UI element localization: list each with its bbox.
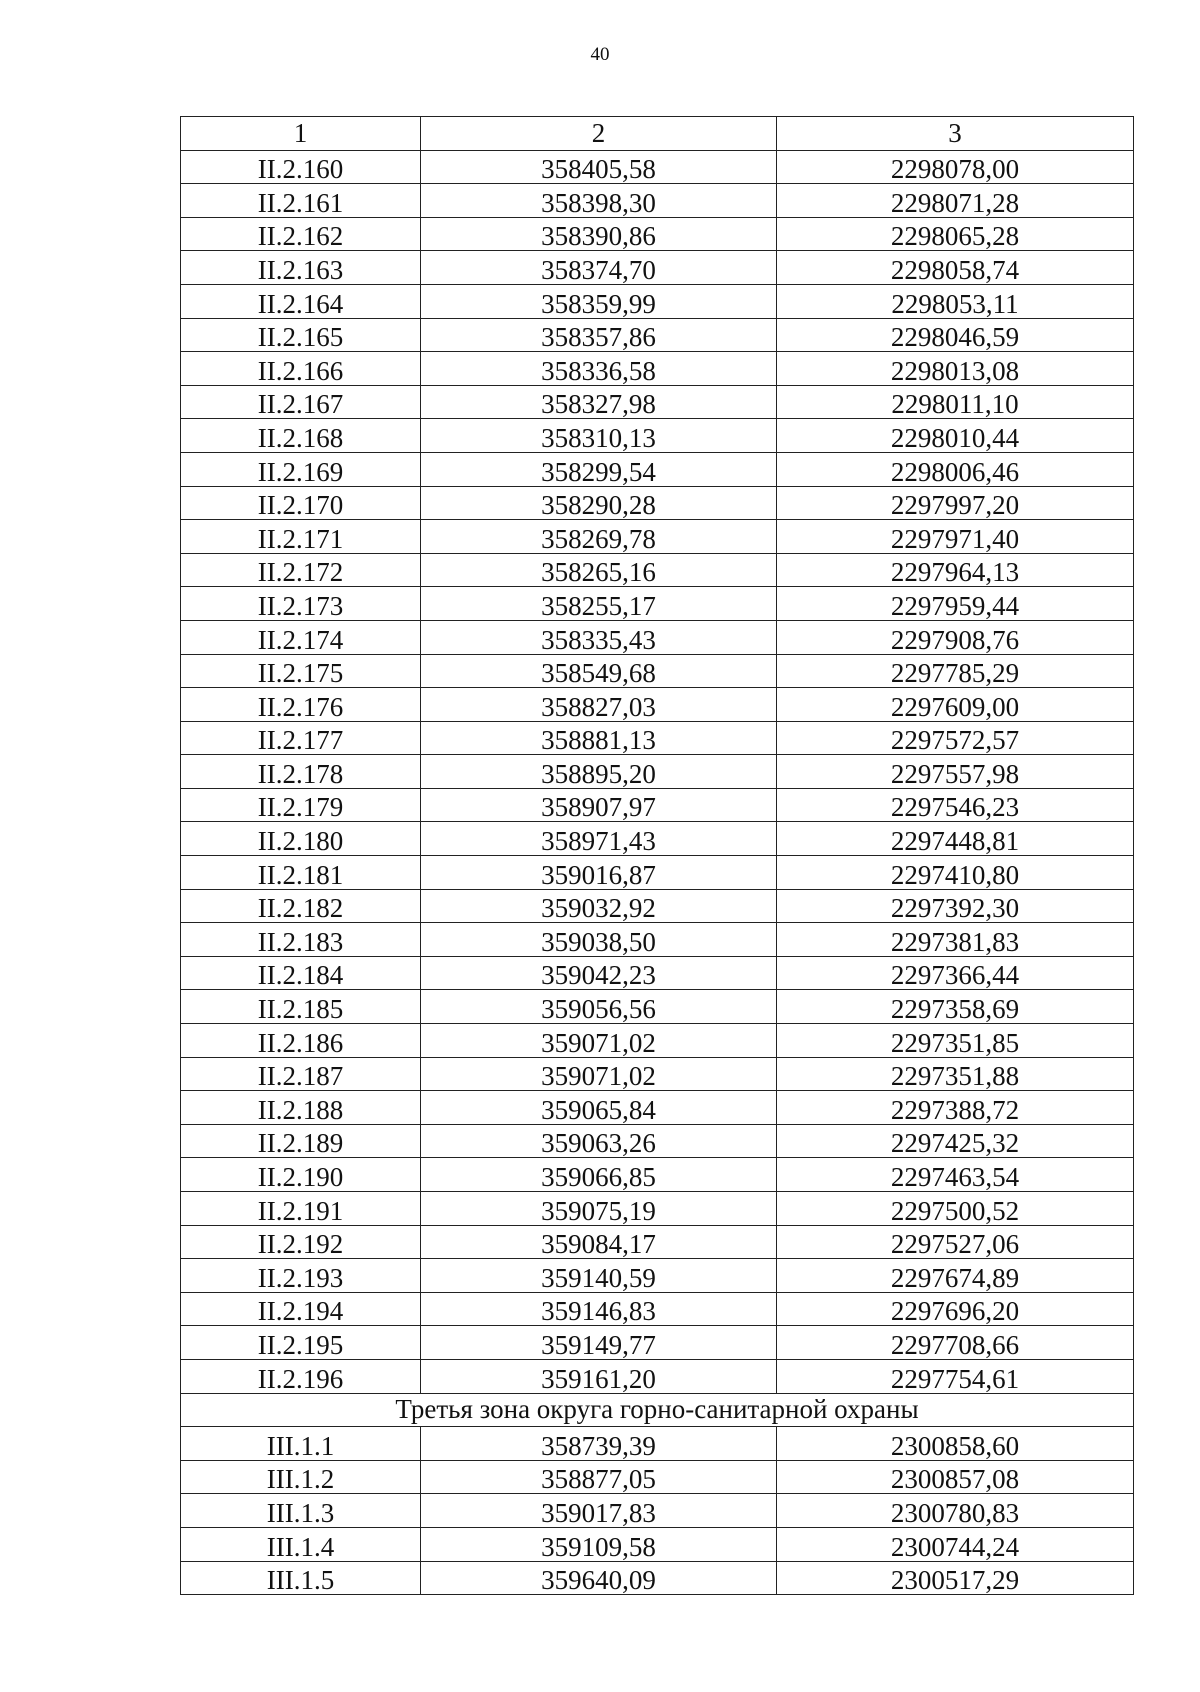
y-coordinate-cell: 2297366,44: [777, 956, 1134, 990]
y-coordinate-cell: 2297674,89: [777, 1259, 1134, 1293]
point-id-cell: II.2.174: [181, 620, 421, 654]
point-id-cell: II.2.185: [181, 990, 421, 1024]
point-id-cell: II.2.170: [181, 486, 421, 520]
x-coordinate-cell: 358335,43: [421, 620, 777, 654]
point-id-cell: II.2.162: [181, 217, 421, 251]
table-row: [181, 352, 1134, 386]
x-coordinate-cell: 359065,84: [421, 1091, 777, 1125]
table-row: [181, 1091, 1134, 1125]
x-coordinate-cell: 358265,16: [421, 553, 777, 587]
x-coordinate-cell: 358336,58: [421, 352, 777, 386]
point-id-cell: II.2.171: [181, 520, 421, 554]
x-coordinate-cell: 359149,77: [421, 1326, 777, 1360]
y-coordinate-cell: 2298058,74: [777, 251, 1134, 285]
point-id-cell: II.2.194: [181, 1292, 421, 1326]
y-coordinate-cell: 2297971,40: [777, 520, 1134, 554]
table-row: [181, 486, 1134, 520]
table-row: [181, 1359, 1134, 1393]
y-coordinate-cell: 2298053,11: [777, 284, 1134, 318]
table-row: [181, 1024, 1134, 1058]
point-id-cell: III.1.5: [181, 1561, 421, 1595]
point-id-cell: II.2.191: [181, 1192, 421, 1226]
point-id-cell: II.2.179: [181, 788, 421, 822]
table-row: [181, 217, 1134, 251]
x-coordinate-cell: 358269,78: [421, 520, 777, 554]
table-row: [181, 452, 1134, 486]
coordinates-table: [180, 116, 1134, 1595]
table-row: [181, 1427, 1134, 1461]
table-row: [181, 419, 1134, 453]
y-coordinate-cell: 2297358,69: [777, 990, 1134, 1024]
y-coordinate-cell: 2297381,83: [777, 923, 1134, 957]
header-cell-point: 1: [181, 117, 421, 151]
y-coordinate-cell: 2297425,32: [777, 1124, 1134, 1158]
table-row: [181, 587, 1134, 621]
table-row: [181, 654, 1134, 688]
x-coordinate-cell: 358405,58: [421, 150, 777, 184]
y-coordinate-cell: 2297785,29: [777, 654, 1134, 688]
table-row: [181, 184, 1134, 218]
table-row: [181, 1192, 1134, 1226]
table-row: [181, 1124, 1134, 1158]
y-coordinate-cell: 2298071,28: [777, 184, 1134, 218]
x-coordinate-cell: 358327,98: [421, 385, 777, 419]
x-coordinate-cell: 359075,19: [421, 1192, 777, 1226]
point-id-cell: II.2.166: [181, 352, 421, 386]
y-coordinate-cell: 2297351,85: [777, 1024, 1134, 1058]
x-coordinate-cell: 358359,99: [421, 284, 777, 318]
x-coordinate-cell: 359146,83: [421, 1292, 777, 1326]
table-row: [181, 990, 1134, 1024]
point-id-cell: II.2.184: [181, 956, 421, 990]
table-row: [181, 520, 1134, 554]
x-coordinate-cell: 359140,59: [421, 1259, 777, 1293]
point-id-cell: II.2.168: [181, 419, 421, 453]
point-id-cell: II.2.181: [181, 856, 421, 890]
y-coordinate-cell: 2298013,08: [777, 352, 1134, 386]
x-coordinate-cell: 358895,20: [421, 755, 777, 789]
y-coordinate-cell: 2300857,08: [777, 1460, 1134, 1494]
point-id-cell: II.2.186: [181, 1024, 421, 1058]
point-id-cell: II.2.161: [181, 184, 421, 218]
x-coordinate-cell: 359161,20: [421, 1359, 777, 1393]
table-row: [181, 1158, 1134, 1192]
y-coordinate-cell: 2297463,54: [777, 1158, 1134, 1192]
table-row: [181, 251, 1134, 285]
table-row: [181, 1292, 1134, 1326]
x-coordinate-cell: 359016,87: [421, 856, 777, 890]
point-id-cell: II.2.195: [181, 1326, 421, 1360]
point-id-cell: II.2.192: [181, 1225, 421, 1259]
table-row: [181, 721, 1134, 755]
point-id-cell: II.2.193: [181, 1259, 421, 1293]
x-coordinate-cell: 359109,58: [421, 1527, 777, 1561]
x-coordinate-cell: 359084,17: [421, 1225, 777, 1259]
table-row: [181, 553, 1134, 587]
x-coordinate-cell: 359071,02: [421, 1057, 777, 1091]
x-coordinate-cell: 359017,83: [421, 1494, 777, 1528]
x-coordinate-cell: 359063,26: [421, 1124, 777, 1158]
y-coordinate-cell: 2298065,28: [777, 217, 1134, 251]
x-coordinate-cell: 359640,09: [421, 1561, 777, 1595]
point-id-cell: II.2.165: [181, 318, 421, 352]
table-row: [181, 1057, 1134, 1091]
table-row: [181, 822, 1134, 856]
point-id-cell: II.2.169: [181, 452, 421, 486]
point-id-cell: II.2.176: [181, 688, 421, 722]
x-coordinate-cell: 358739,39: [421, 1427, 777, 1461]
point-id-cell: II.2.178: [181, 755, 421, 789]
x-coordinate-cell: 358357,86: [421, 318, 777, 352]
point-id-cell: III.1.3: [181, 1494, 421, 1528]
page-number: 40: [590, 44, 610, 65]
y-coordinate-cell: 2298011,10: [777, 385, 1134, 419]
table-row: [181, 755, 1134, 789]
point-id-cell: III.1.2: [181, 1460, 421, 1494]
y-coordinate-cell: 2297410,80: [777, 856, 1134, 890]
x-coordinate-cell: 359038,50: [421, 923, 777, 957]
table-row: [181, 856, 1134, 890]
x-coordinate-cell: 358549,68: [421, 654, 777, 688]
x-coordinate-cell: 358971,43: [421, 822, 777, 856]
x-coordinate-cell: 358877,05: [421, 1460, 777, 1494]
table-row: [181, 1326, 1134, 1360]
y-coordinate-cell: 2297997,20: [777, 486, 1134, 520]
table-row: [181, 620, 1134, 654]
x-coordinate-cell: 358907,97: [421, 788, 777, 822]
table-row: [181, 150, 1134, 184]
y-coordinate-cell: 2300858,60: [777, 1427, 1134, 1461]
y-coordinate-cell: 2297696,20: [777, 1292, 1134, 1326]
table-row: [181, 889, 1134, 923]
point-id-cell: III.1.1: [181, 1427, 421, 1461]
x-coordinate-cell: 359042,23: [421, 956, 777, 990]
table-row: [181, 788, 1134, 822]
y-coordinate-cell: 2297908,76: [777, 620, 1134, 654]
y-coordinate-cell: 2297964,13: [777, 553, 1134, 587]
y-coordinate-cell: 2298010,44: [777, 419, 1134, 453]
header-cell-x: 2: [421, 117, 777, 151]
x-coordinate-cell: 358390,86: [421, 217, 777, 251]
point-id-cell: II.2.164: [181, 284, 421, 318]
table-row: [181, 318, 1134, 352]
y-coordinate-cell: 2298006,46: [777, 452, 1134, 486]
y-coordinate-cell: 2300744,24: [777, 1527, 1134, 1561]
x-coordinate-cell: 359032,92: [421, 889, 777, 923]
table-row: [181, 1494, 1134, 1528]
y-coordinate-cell: 2297546,23: [777, 788, 1134, 822]
table-row: [181, 1225, 1134, 1259]
table-body: [181, 117, 1134, 1595]
y-coordinate-cell: 2297609,00: [777, 688, 1134, 722]
y-coordinate-cell: 2297959,44: [777, 587, 1134, 621]
y-coordinate-cell: 2297527,06: [777, 1225, 1134, 1259]
y-coordinate-cell: 2297351,88: [777, 1057, 1134, 1091]
table-row: [181, 284, 1134, 318]
table-header-row: [181, 117, 1134, 151]
point-id-cell: II.2.190: [181, 1158, 421, 1192]
x-coordinate-cell: 359071,02: [421, 1024, 777, 1058]
point-id-cell: II.2.183: [181, 923, 421, 957]
table-row: [181, 1561, 1134, 1595]
point-id-cell: II.2.196: [181, 1359, 421, 1393]
table-row: [181, 923, 1134, 957]
y-coordinate-cell: 2297500,52: [777, 1192, 1134, 1226]
x-coordinate-cell: 358398,30: [421, 184, 777, 218]
x-coordinate-cell: 358290,28: [421, 486, 777, 520]
y-coordinate-cell: 2297388,72: [777, 1091, 1134, 1125]
table-row: [181, 688, 1134, 722]
y-coordinate-cell: 2298046,59: [777, 318, 1134, 352]
y-coordinate-cell: 2300517,29: [777, 1561, 1134, 1595]
point-id-cell: II.2.188: [181, 1091, 421, 1125]
x-coordinate-cell: 358881,13: [421, 721, 777, 755]
point-id-cell: II.2.180: [181, 822, 421, 856]
y-coordinate-cell: 2298078,00: [777, 150, 1134, 184]
y-coordinate-cell: 2297557,98: [777, 755, 1134, 789]
point-id-cell: II.2.189: [181, 1124, 421, 1158]
y-coordinate-cell: 2297448,81: [777, 822, 1134, 856]
y-coordinate-cell: 2297754,61: [777, 1359, 1134, 1393]
y-coordinate-cell: 2297572,57: [777, 721, 1134, 755]
point-id-cell: II.2.173: [181, 587, 421, 621]
y-coordinate-cell: 2297708,66: [777, 1326, 1134, 1360]
table-row: [181, 956, 1134, 990]
table-row: [181, 385, 1134, 419]
x-coordinate-cell: 359066,85: [421, 1158, 777, 1192]
point-id-cell: II.2.177: [181, 721, 421, 755]
x-coordinate-cell: 358255,17: [421, 587, 777, 621]
x-coordinate-cell: 358299,54: [421, 452, 777, 486]
y-coordinate-cell: 2297392,30: [777, 889, 1134, 923]
table-row: [181, 1460, 1134, 1494]
point-id-cell: II.2.167: [181, 385, 421, 419]
point-id-cell: II.2.163: [181, 251, 421, 285]
point-id-cell: II.2.172: [181, 553, 421, 587]
point-id-cell: II.2.187: [181, 1057, 421, 1091]
y-coordinate-cell: 2300780,83: [777, 1494, 1134, 1528]
x-coordinate-cell: 358827,03: [421, 688, 777, 722]
point-id-cell: II.2.182: [181, 889, 421, 923]
point-id-cell: III.1.4: [181, 1527, 421, 1561]
x-coordinate-cell: 359056,56: [421, 990, 777, 1024]
point-id-cell: II.2.160: [181, 150, 421, 184]
header-cell-y: 3: [777, 117, 1134, 151]
section-title: Третья зона округа горно-санитарной охраны: [181, 1393, 1134, 1427]
section-title-row: [181, 1393, 1134, 1427]
x-coordinate-cell: 358310,13: [421, 419, 777, 453]
x-coordinate-cell: 358374,70: [421, 251, 777, 285]
point-id-cell: II.2.175: [181, 654, 421, 688]
table-row: [181, 1527, 1134, 1561]
table-row: [181, 1259, 1134, 1293]
